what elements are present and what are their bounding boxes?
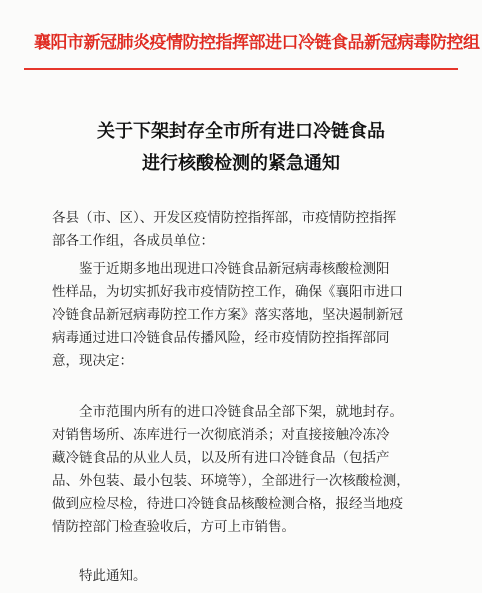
paragraph-line: 做到应检尽检，待进口冷链食品核酸检测合格，报经当地疫 (52, 496, 403, 512)
paragraph-line: 藏冷链食品的从业人员，以及所有进口冷链食品（包括产 (52, 450, 390, 466)
paragraph-line: 情防控部门检查验收后，方可上市销售。 (52, 519, 295, 535)
paragraph-line: 病毒通过进口冷链食品传播风险，经市疫情防控指挥部同 (52, 330, 390, 346)
salutation-line: 各县（市、区）、开发区疫情防控指挥部，市疫情防控指挥 (52, 210, 397, 226)
paragraph-line: 性样品，为切实抓好我市疫情防控工作，确保《襄阳市进口 (52, 284, 403, 300)
salutation-line: 部各工作组，各成员单位： (52, 233, 214, 249)
background-paragraph (52, 258, 446, 373)
document-title-line-2: 进行核酸检测的紧急通知 (142, 153, 340, 174)
paragraph-line: 全市范围内所有的进口冷链食品全部下架，就地封存。 (79, 404, 403, 420)
paragraph-line: 鉴于近期多地出现进口冷链食品新冠病毒核酸检测阳 (79, 261, 390, 277)
closing-line: 特此通知。 (79, 568, 147, 584)
paragraph-line: 意，现决定： (52, 353, 133, 369)
header-red-rule (24, 68, 458, 70)
decision-paragraph (52, 401, 446, 539)
issuer-header: 襄阳市新冠肺炎疫情防控指挥部进口冷链食品新冠病毒防控组 (34, 33, 480, 53)
document-title-line-1: 关于下架封存全市所有进口冷链食品 (97, 121, 385, 142)
salutation-paragraph (52, 207, 446, 253)
paragraph-line: 对销售场所、冻库进行一次彻底消杀；对直接接触冷冻冷 (52, 427, 390, 443)
paragraph-line: 冷链食品新冠病毒防控工作方案》落实落地，坚决遏制新冠 (52, 307, 403, 323)
paragraph-line: 品、外包装、最小包装、环境等），全部进行一次核酸检测， (52, 473, 410, 489)
closing-paragraph (52, 565, 446, 588)
